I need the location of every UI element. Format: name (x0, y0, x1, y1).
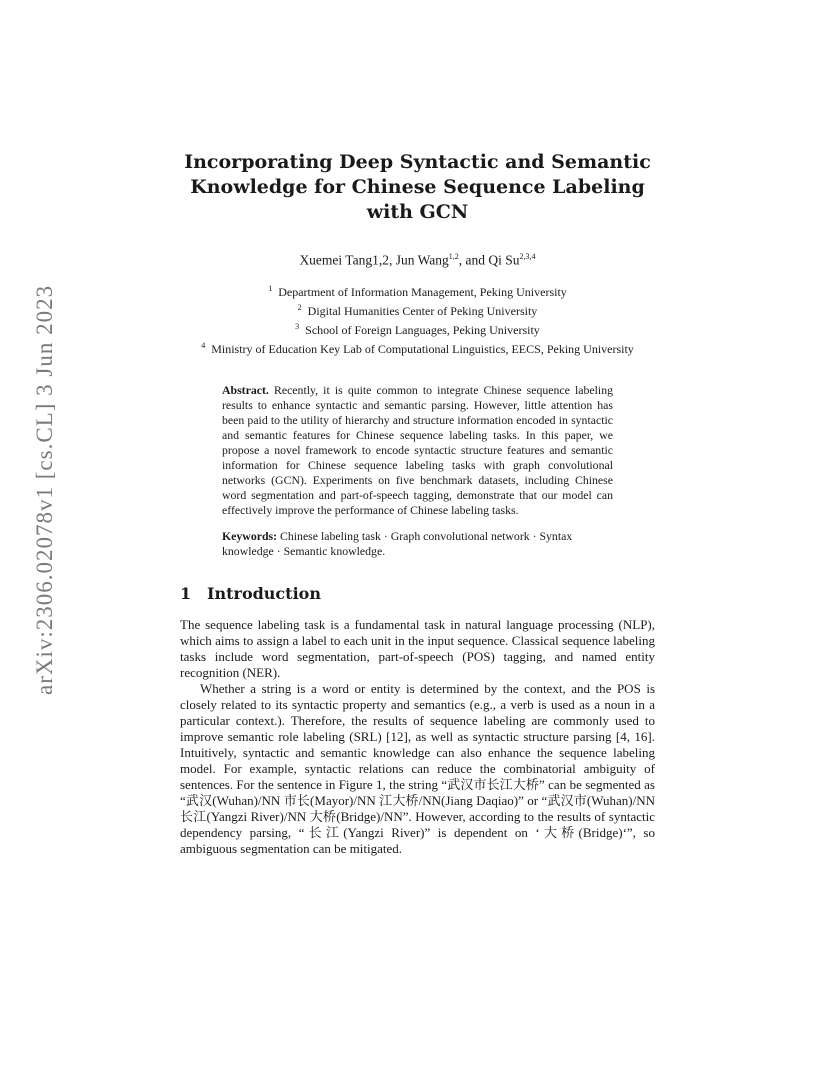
section-number: 1 (180, 583, 192, 603)
paper-title: Incorporating Deep Syntactic and Semantic Knowledge for Chinese Sequence Labeling with GCN (184, 151, 651, 223)
affiliation-4 (180, 338, 655, 357)
paragraph: The sequence labeling task is a fundamental task in natural language processing (NLP), which aims to assign a label to each unit in the input sequence. Classical sequence labeling tasks include word segmentation, part-of-speech (POS) tagging, and named entity recognition (NER). (180, 616, 655, 680)
keywords-text: Chinese labeling task · Graph convolutional network · Syntax knowledge · Semantic knowledge. (222, 528, 573, 558)
abstract (222, 383, 613, 518)
section-title: Introduction (207, 583, 321, 603)
affiliation-marker: 3 (295, 321, 300, 331)
affiliation-marker: 2 (297, 302, 302, 312)
paper-page (180, 150, 655, 857)
author-3: Qi Su (488, 252, 520, 268)
affiliation-list (180, 281, 655, 357)
abstract-text: Recently, it is quite common to integrate Chinese sequence labeling results to enhance syntactic and semantic parsing. However, little attention has been paid to the utility of hierarchy and structure information encoded in syntactic and semantic features for Chinese sequence labeling tasks. In this paper, we propose a novel framework to encode syntactic structure features and semantic information for Chinese sequence labeling tasks with graph convolutional networks (GCN). Experiments on five benchmark datasets, including Chinese word segmentation and part-of-speech tagging, demonstrate that our model can effectively improve the performance of Chinese labeling tasks. (222, 382, 613, 517)
keywords (222, 529, 613, 559)
affiliation-text: School of Foreign Languages, Peking University (305, 322, 540, 337)
affiliation-1 (180, 281, 655, 300)
affiliation-text: Digital Humanities Center of Peking University (307, 303, 538, 318)
author-separator: , and (458, 252, 489, 268)
section-body (180, 617, 655, 857)
author-list (180, 252, 655, 269)
affiliation-text: Ministry of Education Key Lab of Computational Linguistics, EECS, Peking University (211, 341, 634, 356)
affiliation-2 (180, 300, 655, 319)
author-2-affil: 1,2 (448, 252, 459, 261)
author-1: Xuemei Tang1,2 (299, 252, 389, 268)
affiliation-3 (180, 319, 655, 338)
author-2: Jun Wang (395, 252, 449, 268)
paragraph: Whether a string is a word or entity is determined by the context, and the POS is closely related to its syntactic property and semantics (e.g., a verb is used as a noun in a particular context.). Therefore, the results of sequence labeling are commonly used to improve semantic role labeling (SRL) [12], as well as syntactic structure parsing [4, 16]. Intuitively, syntactic and semantic knowledge can also enhance the sequence labeling model. For example, syntactic relations can reduce the combinatorial ambiguity of sentences. For the sentence in Figure 1, the string “武汉市长江大桥” can be segmented as “武汉(Wuhan)/NN 市长(Mayor)/NN 江大桥/NN(Jiang Daqiao)” or “武汉市(Wuhan)/NN 长江(Yangzi River)/NN 大桥(Bridge)/NN”. However, according to the results of syntactic dependency parsing, “长江(Yangzi River)” is dependent on ‘大桥(Bridge)‘”, so ambiguous segmentation can be mitigated. (180, 680, 655, 856)
affiliation-marker: 1 (268, 283, 273, 293)
abstract-label: Abstract. (222, 382, 269, 397)
arxiv-identifier: arXiv:2306.02078v1 [cs.CL] 3 Jun 2023 (32, 284, 57, 695)
keywords-label: Keywords: (222, 528, 278, 543)
affiliation-text: Department of Information Management, Peking University (278, 284, 567, 299)
affiliation-marker: 4 (201, 340, 206, 350)
author-separator: , (388, 252, 396, 268)
section-heading (180, 584, 655, 603)
author-3-affil: 2,3,4 (519, 252, 536, 261)
